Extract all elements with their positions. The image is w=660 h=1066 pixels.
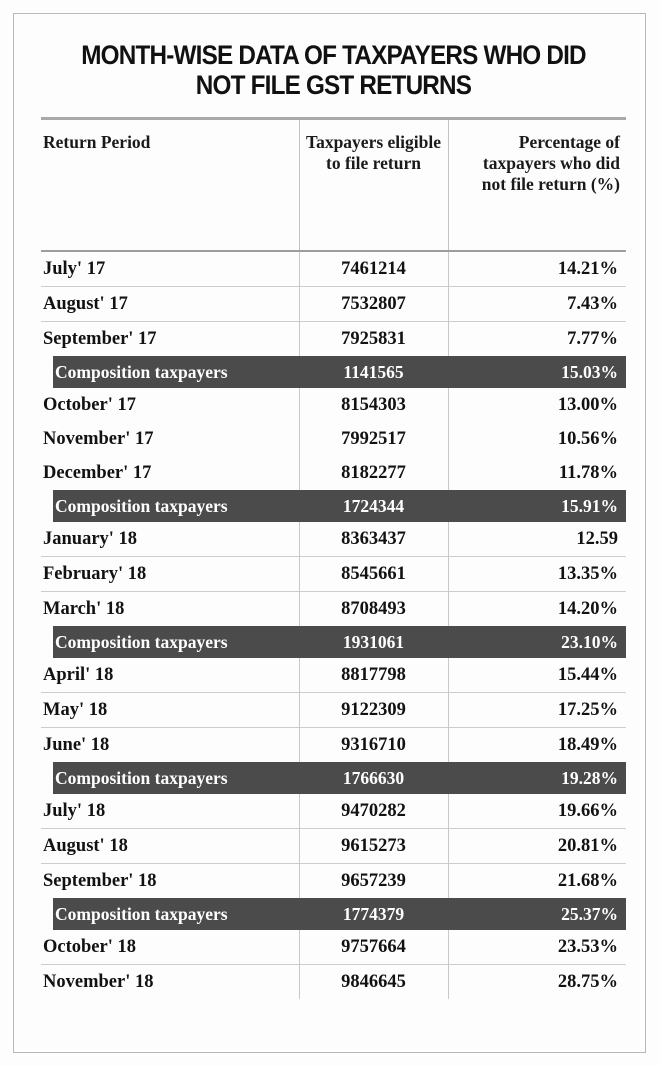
cell-return-period: Composition taxpayers: [41, 762, 299, 794]
table-row: [41, 456, 626, 490]
cell-return-period: September' 17: [43, 329, 157, 349]
cell-percentage-not-filed: 19.66%: [448, 794, 626, 829]
cell-eligible-taxpayers: 1141565: [299, 356, 448, 388]
cell-eligible-taxpayers: 1774379: [299, 898, 448, 930]
cell-return-period: June' 18: [43, 735, 110, 755]
cell-percentage-not-filed: 10.56%: [448, 422, 626, 456]
cell-eligible-taxpayers: 8708493: [299, 592, 448, 627]
cell-percentage-not-filed: 12.59: [448, 522, 626, 557]
cell-eligible-taxpayers: 1724344: [299, 490, 448, 522]
cell-eligible-taxpayers: 1931061: [299, 626, 448, 658]
table-body: [41, 251, 626, 999]
table-row: [41, 592, 626, 627]
cell-return-period: November' 17: [43, 429, 154, 449]
table-row: [41, 728, 626, 763]
cell-return-period: July' 17: [41, 251, 299, 287]
column-header-percentage-not-filed: Percentage of taxpayers who did not file return (%): [448, 120, 626, 251]
cell-return-period: August' 17: [41, 287, 299, 322]
table-row: [41, 522, 626, 557]
cell-percentage-not-filed: 7.77%: [448, 322, 626, 357]
cell-return-period: September' 18: [43, 871, 157, 891]
cell-return-period: March' 18: [43, 599, 125, 619]
cell-eligible-taxpayers: 8363437: [299, 522, 448, 557]
gst-returns-table: [41, 120, 626, 999]
cell-eligible-taxpayers: 9122309: [299, 693, 448, 728]
cell-return-period: Composition taxpayers: [41, 626, 299, 658]
cell-return-period: October' 18: [41, 930, 299, 965]
table-row-composition-taxpayers: [41, 356, 626, 388]
cell-eligible-taxpayers: 8154303: [299, 388, 448, 422]
cell-return-period: August' 18: [41, 829, 299, 864]
table-row-composition-taxpayers: [41, 898, 626, 930]
cell-percentage-not-filed: 23.53%: [448, 930, 626, 965]
cell-eligible-taxpayers: 9657239: [299, 864, 448, 899]
card-content: [41, 32, 626, 999]
cell-return-period: November' 18: [43, 972, 154, 992]
table-row-composition-taxpayers: [41, 762, 626, 794]
cell-eligible-taxpayers: 9316710: [299, 728, 448, 763]
cell-eligible-taxpayers: 8817798: [299, 658, 448, 693]
cell-eligible-taxpayers: 9470282: [299, 794, 448, 829]
table-row: [41, 965, 626, 1000]
cell-percentage-not-filed: 14.21%: [448, 251, 626, 287]
table-row: [41, 658, 626, 693]
cell-eligible-taxpayers: 7992517: [299, 422, 448, 456]
column-header-eligible-taxpayers: Taxpayers eligible to file return: [299, 120, 448, 251]
cell-eligible-taxpayers: 7461214: [299, 251, 448, 287]
cell-return-period: May' 18: [41, 693, 299, 728]
cell-percentage-not-filed: 28.75%: [448, 965, 626, 1000]
cell-percentage-not-filed: 15.03%: [448, 356, 626, 388]
cell-return-period: December' 17: [43, 463, 152, 483]
cell-percentage-not-filed: 13.35%: [448, 557, 626, 592]
cell-percentage-not-filed: 17.25%: [448, 693, 626, 728]
infographic-card: [13, 13, 646, 1053]
table-row: [41, 287, 626, 322]
cell-percentage-not-filed: 13.00%: [448, 388, 626, 422]
cell-return-period: July' 18: [41, 794, 299, 829]
table-row: [41, 794, 626, 829]
cell-eligible-taxpayers: 1766630: [299, 762, 448, 794]
cell-percentage-not-filed: 11.78%: [448, 456, 626, 490]
cell-eligible-taxpayers: 8545661: [299, 557, 448, 592]
cell-eligible-taxpayers: 8182277: [299, 456, 448, 490]
cell-percentage-not-filed: 23.10%: [448, 626, 626, 658]
cell-return-period: April' 18: [41, 658, 299, 693]
table-row: [41, 422, 626, 456]
column-header-return-period: Return Period: [41, 120, 299, 251]
cell-eligible-taxpayers: 9615273: [299, 829, 448, 864]
cell-eligible-taxpayers: 7925831: [299, 322, 448, 357]
cell-return-period: Composition taxpayers: [41, 490, 299, 522]
cell-percentage-not-filed: 14.20%: [448, 592, 626, 627]
cell-return-period: February' 18: [41, 557, 299, 592]
cell-eligible-taxpayers: 9846645: [299, 965, 448, 1000]
cell-return-period: Composition taxpayers: [41, 356, 299, 388]
table-row: [41, 864, 626, 899]
table-row-composition-taxpayers: [41, 626, 626, 658]
cell-percentage-not-filed: 7.43%: [448, 287, 626, 322]
cell-eligible-taxpayers: 9757664: [299, 930, 448, 965]
cell-percentage-not-filed: 15.91%: [448, 490, 626, 522]
cell-return-period: October' 17: [43, 395, 136, 415]
cell-percentage-not-filed: 20.81%: [448, 829, 626, 864]
table-row: [41, 322, 626, 357]
table-row: [41, 829, 626, 864]
table-row: [41, 388, 626, 422]
table-header: [41, 120, 626, 251]
cell-percentage-not-filed: 18.49%: [448, 728, 626, 763]
cell-percentage-not-filed: 25.37%: [448, 898, 626, 930]
table-row: [41, 693, 626, 728]
page-title: MONTH-WISE DATA OF TAXPAYERS WHO DID NOT FILE GST RETURNS: [81, 40, 586, 100]
cell-percentage-not-filed: 19.28%: [448, 762, 626, 794]
table-header-row: [41, 120, 626, 251]
table-row: [41, 557, 626, 592]
cell-return-period: Composition taxpayers: [41, 898, 299, 930]
table-row-composition-taxpayers: [41, 490, 626, 522]
table-row: [41, 930, 626, 965]
cell-percentage-not-filed: 15.44%: [448, 658, 626, 693]
cell-percentage-not-filed: 21.68%: [448, 864, 626, 899]
cell-eligible-taxpayers: 7532807: [299, 287, 448, 322]
table-row: [41, 251, 626, 287]
cell-return-period: January' 18: [41, 522, 299, 557]
